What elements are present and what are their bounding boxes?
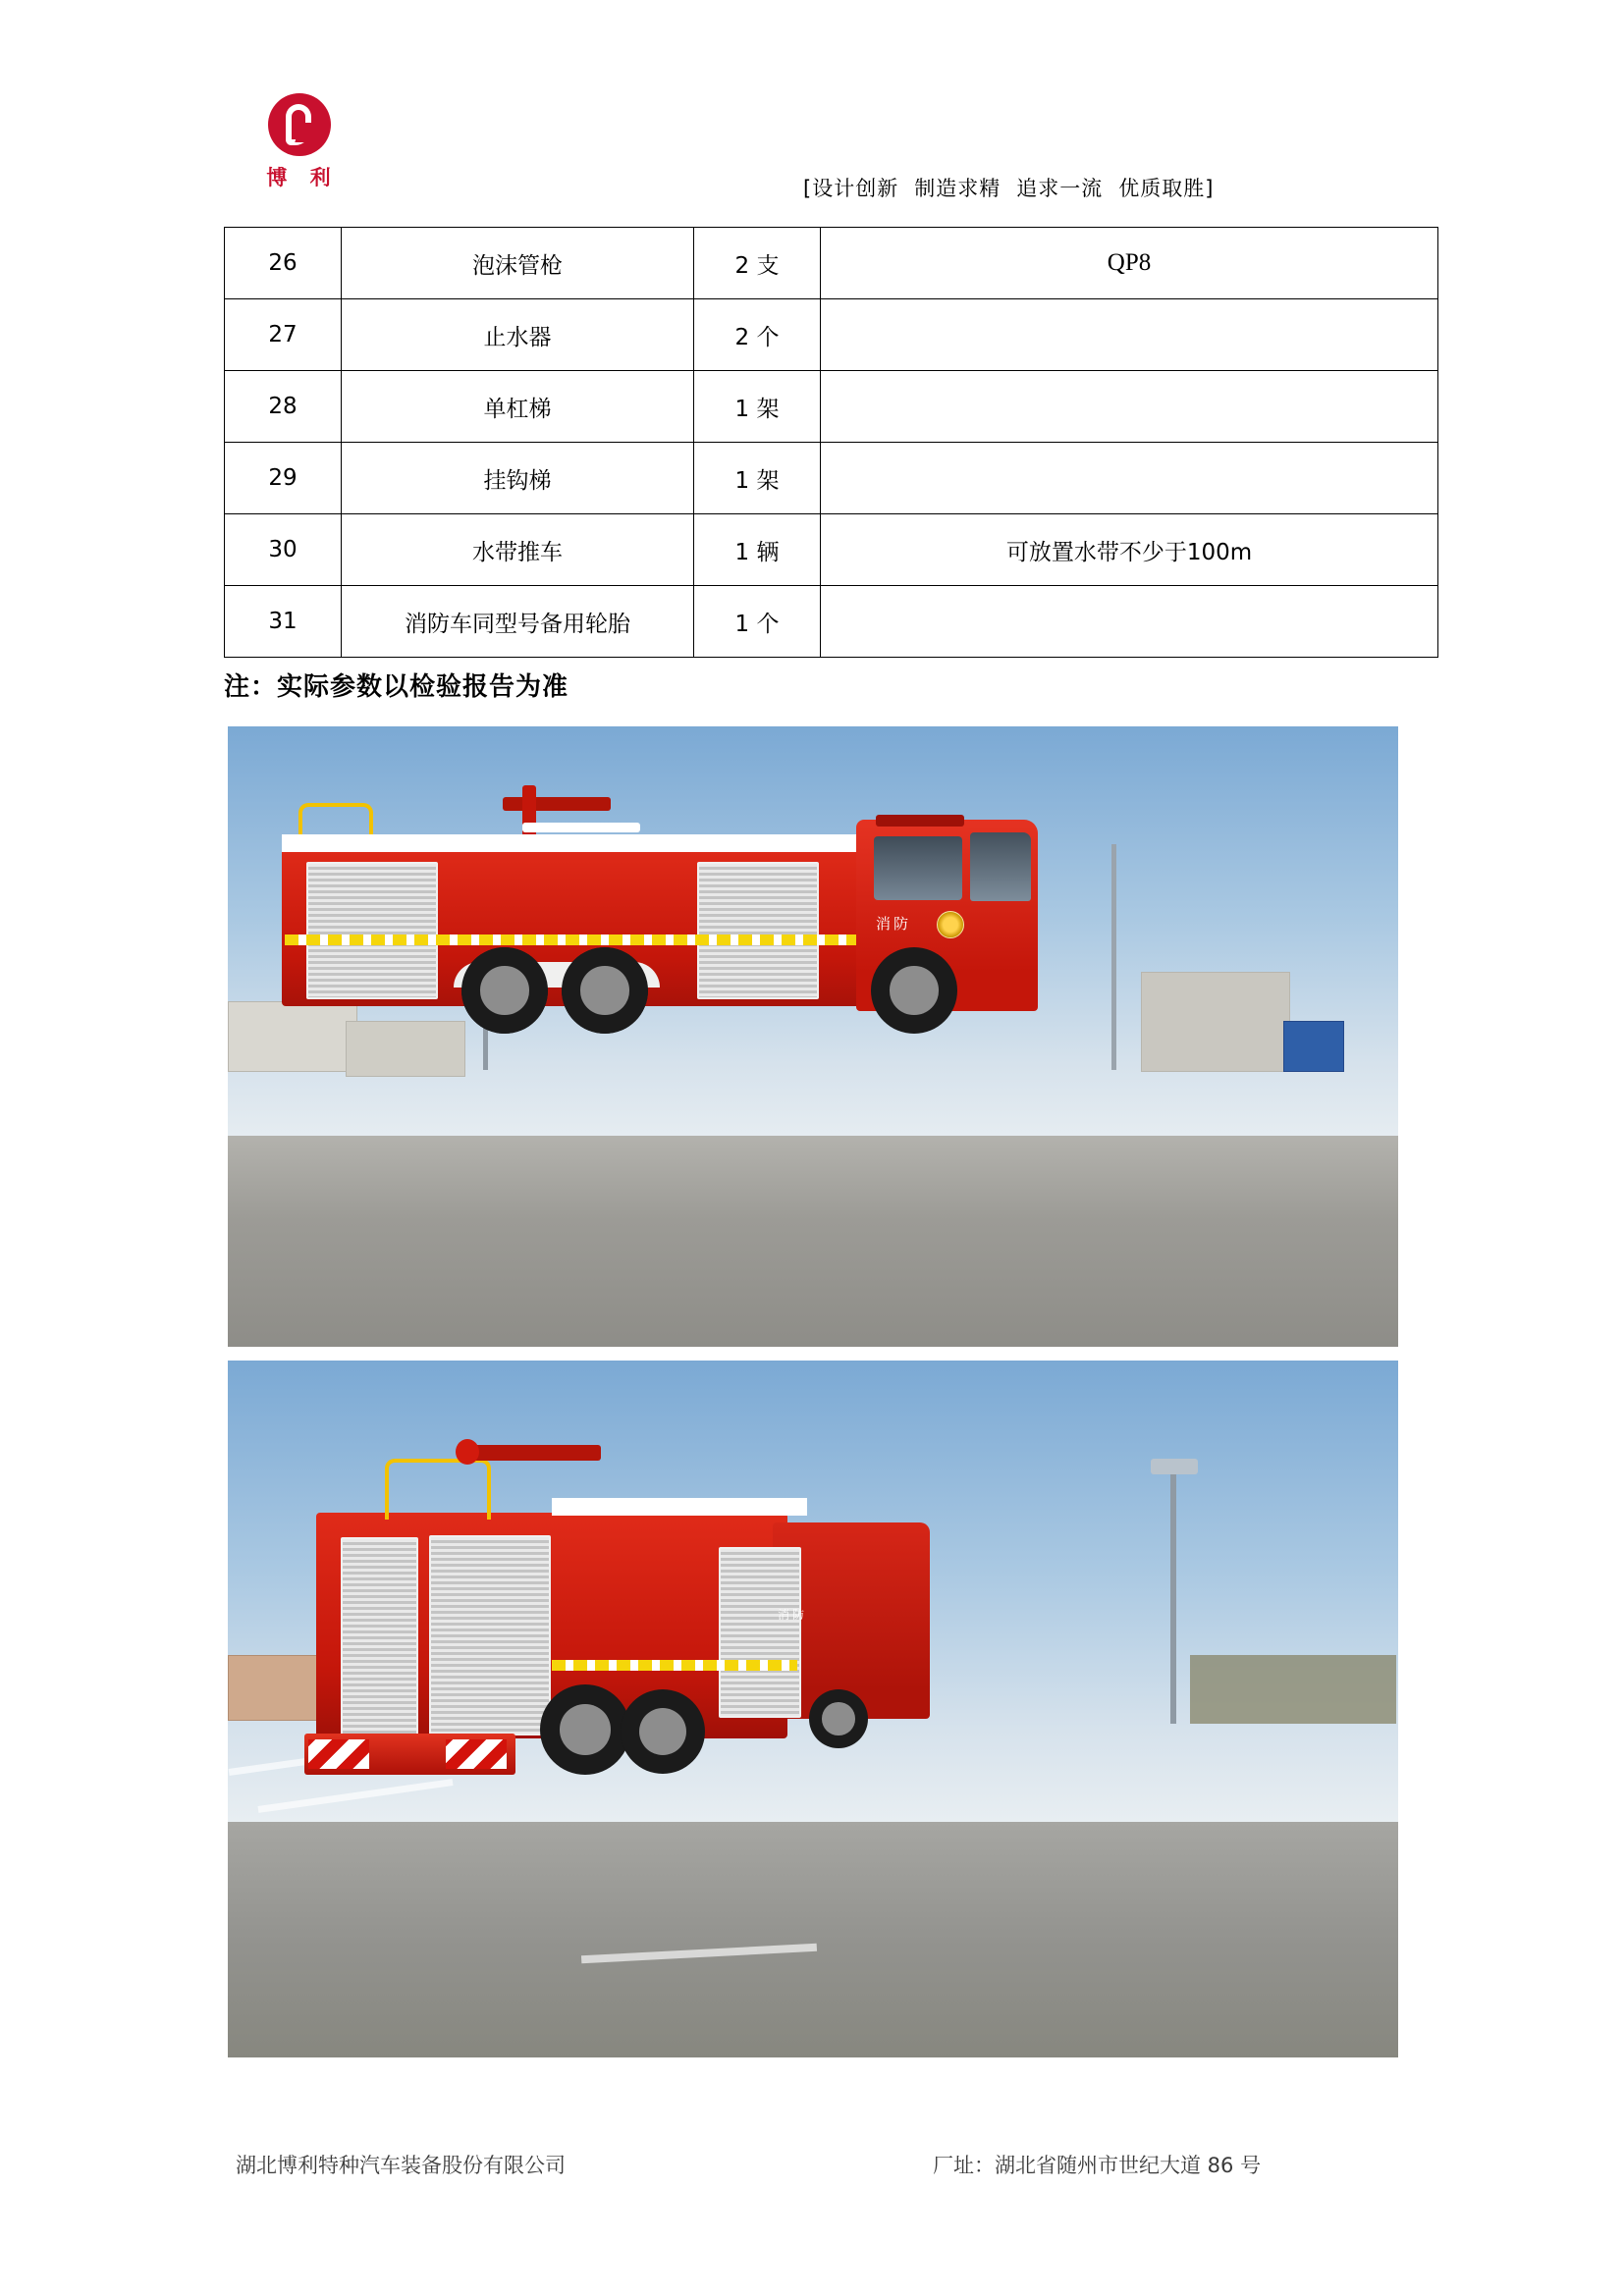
truck-wheel bbox=[461, 947, 548, 1034]
roof-white-stripe bbox=[282, 834, 871, 852]
vehicle-photo-side bbox=[228, 726, 1398, 1347]
light-pole-head bbox=[1151, 1459, 1198, 1474]
background-building bbox=[1141, 972, 1290, 1072]
cab-vehicle-label: 消防 bbox=[778, 1608, 808, 1622]
cab-side-window bbox=[874, 836, 962, 900]
locker-shutter bbox=[719, 1547, 801, 1718]
row-name: 泡沫管枪 bbox=[342, 228, 694, 299]
row-qty: 1 架 bbox=[694, 443, 821, 514]
cab-light-bar bbox=[876, 815, 964, 827]
background-treeline bbox=[1190, 1655, 1396, 1724]
slogan-part-4: 优质取胜] bbox=[1118, 177, 1215, 200]
table-row bbox=[225, 586, 1438, 658]
vehicle-photo-rear bbox=[228, 1361, 1398, 2057]
row-remark bbox=[821, 586, 1438, 658]
locker-shutter bbox=[697, 862, 819, 999]
header-slogan bbox=[803, 173, 1214, 202]
slogan-part-3: 追求一流 bbox=[1016, 177, 1104, 200]
rear-chevron-marking bbox=[446, 1739, 507, 1769]
company-logo bbox=[226, 93, 373, 191]
roof-white-stripe bbox=[552, 1498, 807, 1516]
truck-wheel bbox=[621, 1689, 705, 1774]
row-qty: 2 个 bbox=[694, 299, 821, 371]
locker-shutter bbox=[429, 1535, 551, 1735]
row-no: 27 bbox=[225, 299, 342, 371]
reflective-stripe bbox=[552, 1660, 797, 1671]
ground-background bbox=[228, 1822, 1398, 2057]
cab-vehicle-label: 消防 bbox=[876, 915, 912, 933]
table-row bbox=[225, 299, 1438, 371]
row-no: 26 bbox=[225, 228, 342, 299]
table-row bbox=[225, 371, 1438, 443]
footer-address: 厂址：湖北省随州市世纪大道 86 号 bbox=[933, 2154, 1262, 2177]
logo-text: 博 利 bbox=[266, 166, 339, 189]
roof-rail bbox=[522, 823, 640, 832]
reflective-stripe bbox=[285, 934, 870, 945]
background-building bbox=[346, 1021, 465, 1077]
roof-monitor bbox=[473, 1445, 601, 1461]
background-pole bbox=[1111, 844, 1116, 1070]
background-container bbox=[1283, 1021, 1344, 1072]
row-qty: 1 个 bbox=[694, 586, 821, 658]
roof-monitor bbox=[503, 797, 611, 811]
truck-handrail bbox=[385, 1459, 491, 1520]
rear-chevron-marking bbox=[308, 1739, 369, 1769]
background-building bbox=[228, 1001, 357, 1072]
footer-company: 湖北博利特种汽车装备股份有限公司 bbox=[236, 2154, 566, 2177]
light-pole bbox=[1170, 1468, 1176, 1724]
roof-monitor-head bbox=[456, 1439, 479, 1465]
row-no: 31 bbox=[225, 586, 342, 658]
table-note: 注：实际参数以检验报告为准 bbox=[224, 672, 569, 702]
row-no: 29 bbox=[225, 443, 342, 514]
boli-flame-logo-icon bbox=[268, 93, 331, 156]
row-remark: 可放置水带不少于100m bbox=[821, 514, 1438, 586]
table-row bbox=[225, 514, 1438, 586]
row-name: 止水器 bbox=[342, 299, 694, 371]
slogan-part-1: [设计创新 bbox=[803, 177, 899, 200]
row-name: 挂钩梯 bbox=[342, 443, 694, 514]
truck-wheel bbox=[562, 947, 648, 1034]
locker-shutter bbox=[341, 1537, 418, 1737]
row-name: 水带推车 bbox=[342, 514, 694, 586]
slogan-part-2: 制造求精 bbox=[914, 177, 1001, 200]
ground-background bbox=[228, 1136, 1398, 1347]
row-remark: QP8 bbox=[821, 228, 1438, 299]
page-footer bbox=[0, 2150, 1624, 2189]
row-remark bbox=[821, 371, 1438, 443]
locker-shutter bbox=[306, 862, 438, 999]
table-row bbox=[225, 228, 1438, 299]
row-remark bbox=[821, 443, 1438, 514]
row-name: 消防车同型号备用轮胎 bbox=[342, 586, 694, 658]
cab-front-window bbox=[970, 832, 1031, 901]
row-qty: 1 辆 bbox=[694, 514, 821, 586]
row-name: 单杠梯 bbox=[342, 371, 694, 443]
row-qty: 2 支 bbox=[694, 228, 821, 299]
row-no: 28 bbox=[225, 371, 342, 443]
truck-wheel bbox=[871, 947, 957, 1034]
truck-wheel bbox=[540, 1684, 630, 1775]
table-row bbox=[225, 443, 1438, 514]
row-remark bbox=[821, 299, 1438, 371]
row-no: 30 bbox=[225, 514, 342, 586]
equipment-spec-table bbox=[224, 227, 1438, 658]
fire-service-emblem-icon bbox=[937, 911, 964, 938]
row-qty: 1 架 bbox=[694, 371, 821, 443]
truck-wheel bbox=[809, 1689, 868, 1748]
